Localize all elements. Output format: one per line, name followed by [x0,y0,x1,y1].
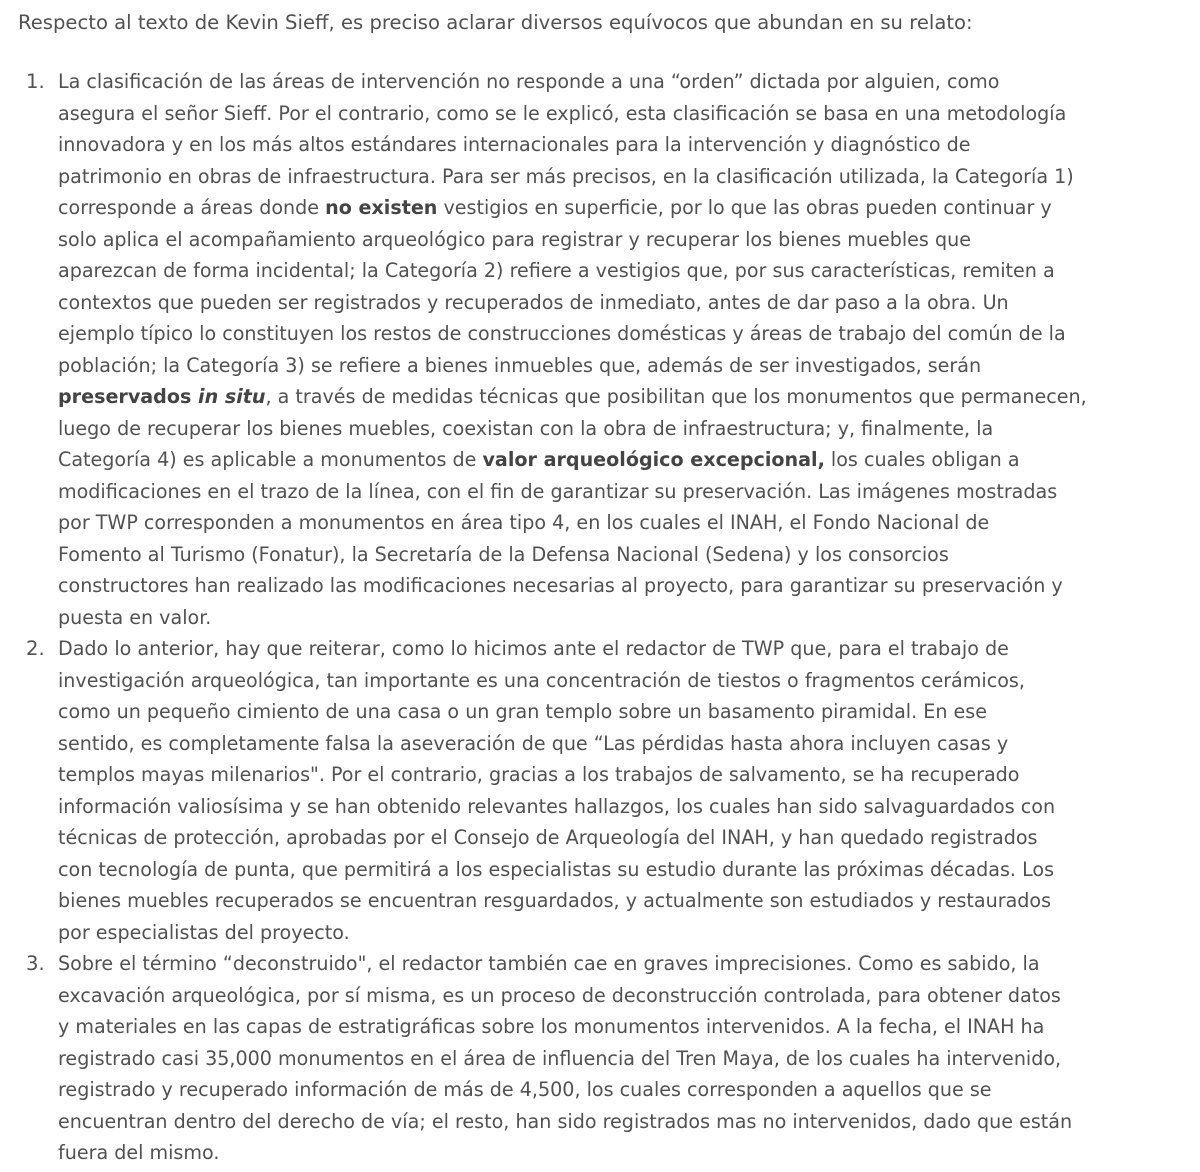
text-line: constructores han realizado las modificaciones necesarias al proyecto, para garantizar su preservación y [58,574,1063,597]
text-line: ejemplo típico lo constituyen los restos de construcciones domésticas y áreas de trabajo del común de la [58,322,1066,345]
text-line: contextos que pueden ser registrados y recuperados de inmediato, antes de dar paso a la obra. Un [58,290,1009,314]
text-run: los cuales obligan a [824,448,1020,471]
text-line: población; la Categoría 3) se refiere a bienes inmuebles que, además de ser investigados, serán [58,353,982,377]
text-line: como un pequeño cimiento de una casa o un gran templo sobre un basamento piramidal. En ese [58,700,987,723]
text-line: por TWP corresponden a monumentos en área tipo 4, en los cuales el INAH, el Fondo Nacional de [58,511,990,534]
text-line: excavación arqueológica, por sí misma, es un proceso de deconstrucción controlada, para obtener datos [58,983,1061,1007]
list-item-number: 1. [26,70,45,93]
list-item [26,66,1194,633]
text-line: asegura el señor Sieff. Por el contrario, como se le explicó, esta clasificación se basa en una metodología [58,101,1067,125]
text-line: solo aplica el acompañamiento arqueológico para registrar y recuperar los bienes muebles que [58,227,971,251]
text-line: con tecnología de punta, que permitirá a los especialistas su estudio durante las próximas décadas. Los [58,857,1055,881]
text-line: aparezcan de forma incidental; la Categoría 2) refiere a vestigios que, por sus características, remiten a [58,259,1055,282]
bold-text: preservados [58,385,199,408]
text-run: corresponde a áreas donde [58,196,326,219]
text-line: registrado y recuperado información de más de 4,500, los cuales corresponden a aquellos que se [58,1078,992,1101]
text-line: Dado lo anterior, hay que reiterar, como lo hicimos ante el redactor de TWP que, para el trabajo de [58,637,1009,660]
text-line: técnicas de protección, aprobadas por el Consejo de Arqueología del INAH, y han quedado registrados [58,826,1038,849]
text-line [58,381,1194,413]
bold-italic-text [198,385,265,408]
text-run: , a través de medidas técnicas que posibilitan que los monumentos que permanecen, [265,385,1087,408]
bold-text: no existen [325,196,438,219]
text-line [58,192,1194,224]
text-line: por especialistas del proyecto. [58,920,350,944]
text-run: vestigios en superficie, por lo que las obras pueden continuar y [437,196,1052,219]
list-item [26,948,1194,1169]
italic-text: in situ [198,385,266,408]
bold-text: valor arqueológico excepcional, [482,448,825,471]
list-item-number: 2. [26,637,45,660]
text-line: templos mayas milenarios". Por el contrario, gracias a los trabajos de salvamento, se ha recuperado [58,763,1020,786]
text-line: sentido, es completamente falsa la aseveración de que “Las pérdidas hasta ahora incluyen casas y [58,731,1009,755]
text-run: Categoría 4) es aplicable a monumentos de [58,448,483,471]
list-item [26,633,1194,948]
text-line [58,444,1194,476]
text-line: registrado casi 35,000 monumentos en el área de influencia del Tren Maya, de los cuales ha intervenido, [58,1046,1062,1070]
text-line: fuera del mismo. [58,1141,220,1164]
text-line: encuentran dentro del derecho de vía; el resto, han sido registrados mas no intervenidos, dado que están [58,1109,1073,1133]
text-line: Fomento al Turismo (Fonatur), la Secretaría de la Defensa Nacional (Sedena) y los consorcios [58,542,949,566]
intro-paragraph: Respecto al texto de Kevin Sieff, es preciso aclarar diversos equívocos que abundan en su relato: [18,11,973,34]
numbered-list [26,66,1194,1169]
text-line: patrimonio en obras de infraestructura. Para ser más precisos, en la clasificación utilizada, la Categoría 1) [58,164,1074,188]
text-line: investigación arqueológica, tan importante es una concentración de tiestos o fragmentos cerámicos, [58,668,1025,692]
text-line: bienes muebles recuperados se encuentran resguardados, y actualmente son estudiados y restaurados [58,889,1052,912]
text-line: luego de recuperar los bienes muebles, coexistan con la obra de infraestructura; y, finalmente, la [58,416,994,440]
text-line: Sobre el término “deconstruido", el redactor también cae en graves imprecisiones. Como es sabido, la [58,952,1040,975]
list-item-number: 3. [26,952,45,975]
text-line: puesta en valor. [58,605,212,629]
text-line: innovadora y en los más altos estándares internacionales para la intervención y diagnóstico de [58,133,971,156]
text-line: La clasificación de las áreas de intervención no responde a una “orden” dictada por alguien, como [58,70,1000,93]
text-line: información valiosísima y se han obtenido relevantes hallazgos, los cuales han sido salvaguardados con [58,794,1056,818]
text-line: y materiales en las capas de estratigráficas sobre los monumentos intervenidos. A la fecha, el INAH ha [58,1015,1045,1038]
text-line: modificaciones en el trazo de la línea, con el fin de garantizar su preservación. Las imágenes mostradas [58,479,1058,503]
